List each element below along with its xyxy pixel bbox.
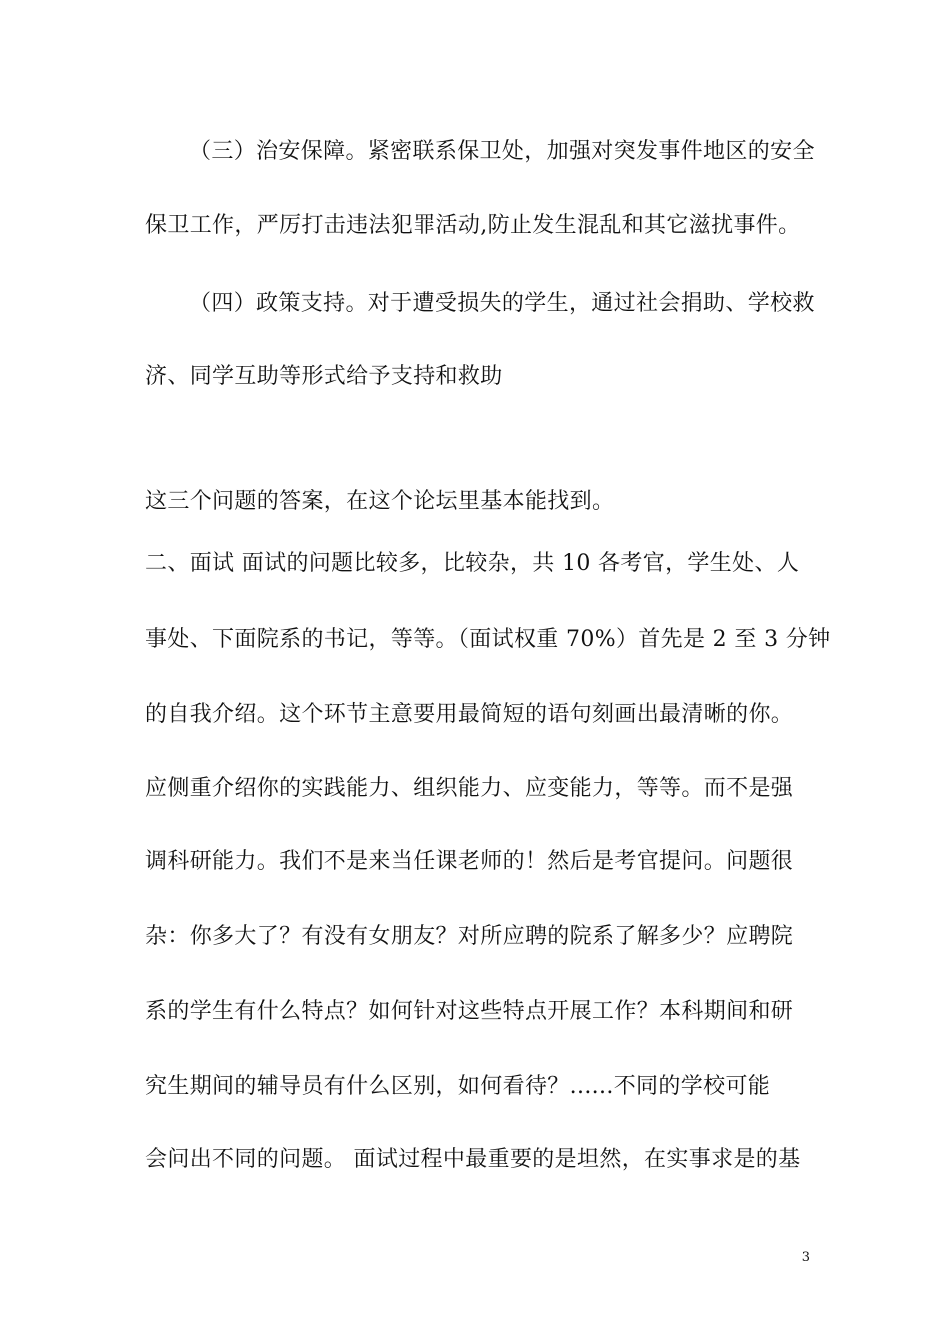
interview-line-2: 事处、下面院系的书记，等等。（面试权重 70%）首先是 2 至 3 分钟 [145,627,831,652]
interview-line-7: 系的学生有什么特点？如何针对这些特点开展工作？本科期间和研 [145,999,794,1024]
interview-line-8: 究生期间的辅导员有什么区别，如何看待？......不同的学校可能 [145,1074,771,1099]
interview-line-4: 应侧重介绍你的实践能力、组织能力、应变能力，等等。而不是强 [145,776,794,801]
interview-line-9: 会问出不同的问题。 面试过程中最重要的是坦然，在实事求是的基 [145,1147,801,1172]
paragraph-3-line-2: 保卫工作，严厉打击违法犯罪活动,防止发生混乱和其它滋扰事件。 [145,213,801,238]
interview-line-3: 的自我介绍。这个环节主意要用最简短的语句刻画出最清晰的你。 [145,702,794,727]
paragraph-4-line-1: （四）政策支持。对于遭受损失的学生，通过社会捐助、学校救 [189,291,815,316]
interview-line-1: 二、面试 面试的问题比较多，比较杂，共 10 各考官，学生处、人 [145,551,800,576]
interview-line-6: 杂：你多大了？有没有女朋友？对所应聘的院系了解多少？应聘院 [145,924,794,949]
paragraph-4-line-2: 济、同学互助等形式给予支持和救助 [145,364,503,389]
page-number: 3 [801,1250,810,1265]
interview-line-5: 调科研能力。我们不是来当任课老师的！然后是考官提问。问题很 [145,849,794,874]
answer-note: 这三个问题的答案，在这个论坛里基本能找到。 [145,489,615,514]
paragraph-3-line-1: （三）治安保障。紧密联系保卫处，加强对突发事件地区的安全 [189,139,815,164]
